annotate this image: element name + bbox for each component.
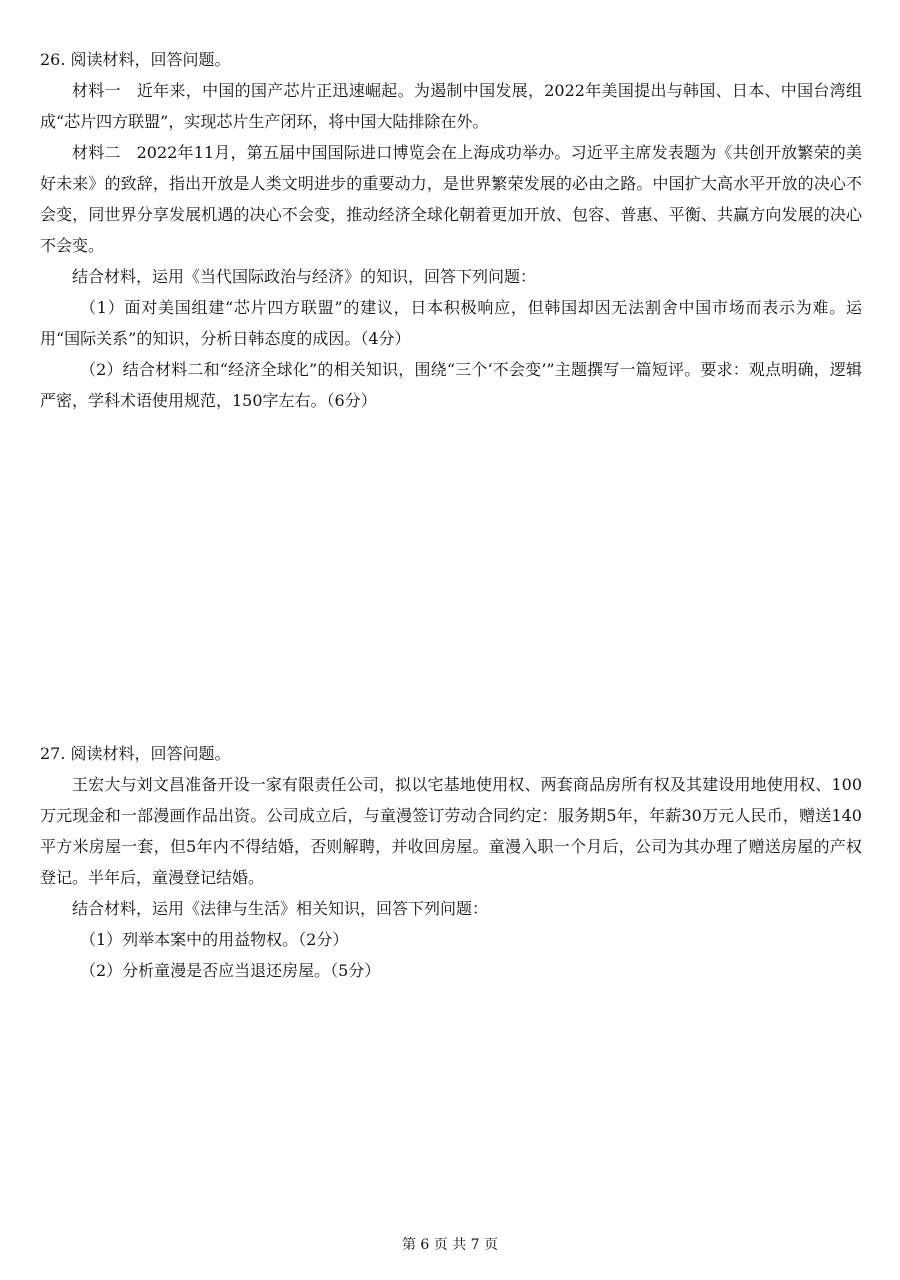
material-1-label: 材料一 [72, 81, 121, 100]
material-1-text: 近年来，中国的国产芯片正迅速崛起。为遏制中国发展，2022年美国提出与韩国、日本、中国台湾组成“芯片四方联盟”，实现芯片生产闭环，将中国大陆排除在外。 [40, 81, 862, 131]
question-26-sub-1: （1）面对美国组建“芯片四方联盟”的建议，日本积极响应，但韩国却因无法割舍中国市场而表示为难。运用“国际关系”的知识，分析日韩态度的成因。（4分） [40, 298, 862, 348]
material-2-label: 材料二 [72, 143, 121, 162]
material-2-text: 2022年11月，第五届中国国际进口博览会在上海成功举办。习近平主席发表题为《共创开放繁荣的美好未来》的致辞，指出开放是人类文明进步的重要动力，是世界繁荣发展的必由之路。中国扩大高水平开放的决心不会变，同世界分享发展机遇的决心不会变，推动经济全球化朝着更加开放、包容、普惠、平衡、共赢方向发展的决心不会变。 [40, 143, 862, 255]
question-26-material-1 [40, 75, 862, 137]
question-26-instruction: 结合材料，运用《当代国际政治与经济》的知识，回答下列问题： [72, 267, 537, 286]
question-27-sub-1: （1）列举本案中的用益物权。（2分） [80, 930, 349, 949]
page-number: 第 6 页 共 7 页 [401, 1237, 499, 1253]
question-26 [40, 44, 862, 416]
question-27-material: 王宏大与刘文昌准备开设一家有限责任公司，拟以宅基地使用权、两套商品房所有权及其建设用地使用权、100万元现金和一部漫画作品出资。公司成立后，与童漫签订劳动合同约定：服务期5年，年薪30万元人民币，赠送140平方米房屋一套，但5年内不得结婚，否则解聘，并收回房屋。童漫入职一个月后，公司为其办理了赠送房屋的产权登记。半年后，童漫登记结婚。 [40, 775, 862, 887]
question-27-instruction: 结合材料，运用《法律与生活》相关知识，回答下列问题： [72, 899, 489, 918]
question-27-heading: 27. 阅读材料，回答问题。 [40, 744, 231, 763]
question-27 [40, 738, 862, 986]
question-26-heading: 26. 阅读材料，回答问题。 [40, 50, 231, 69]
question-26-sub-2: （2）结合材料二和“经济全球化”的相关知识，围绕“三个‘不会变’”主题撰写一篇短评。要求：观点明确，逻辑严密，学科术语使用规范，150字左右。（6分） [40, 360, 862, 410]
question-26-material-2 [40, 137, 862, 261]
question-27-sub-2: （2）分析童漫是否应当退还房屋。（5分） [80, 961, 381, 980]
